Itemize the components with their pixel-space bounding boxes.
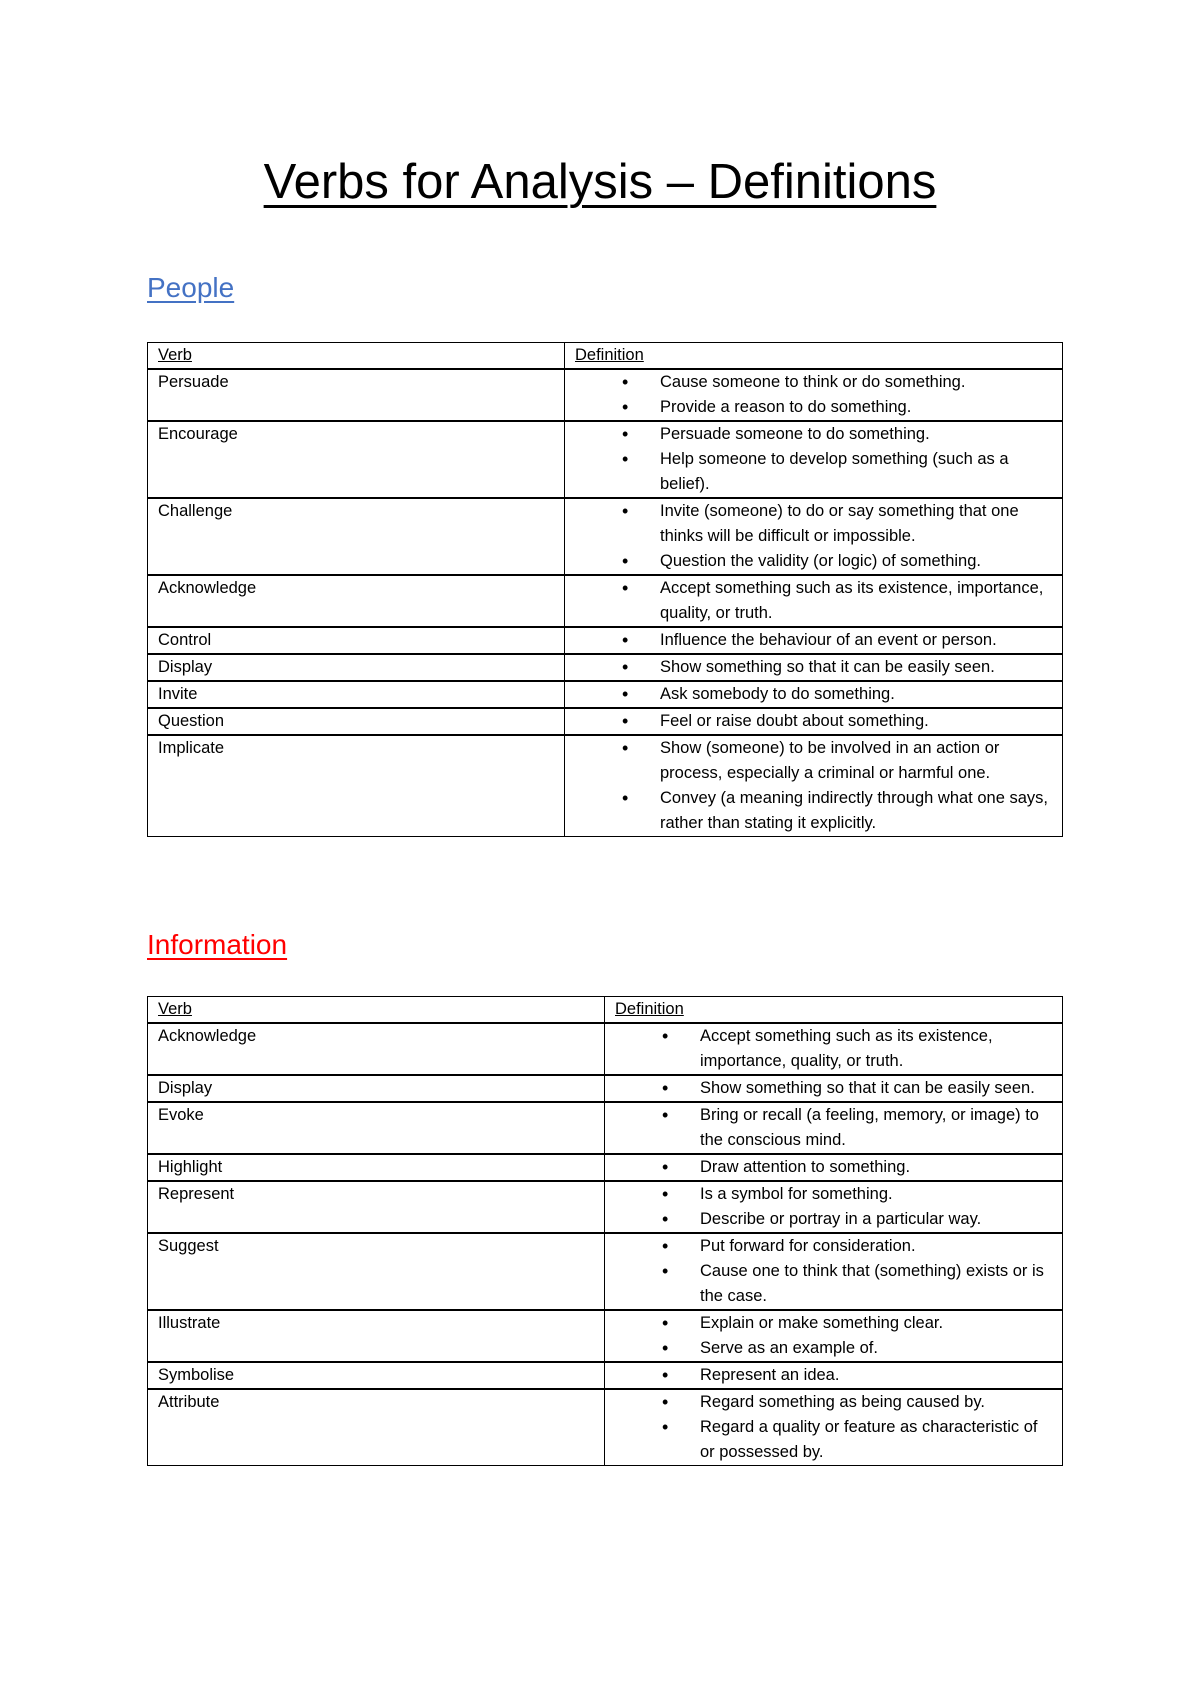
definition-item: • Regard a quality or feature as characteristic of or possessed by. [615,1415,1052,1465]
definition-list [615,1076,1052,1101]
definition-item: • Show (someone) to be involved in an action or process, especially a criminal or harmful one. [575,736,1052,786]
definition-item: • Regard something as being caused by. [615,1390,1052,1415]
section-heading-people: People [147,272,235,303]
definition-cell [605,1102,1063,1154]
definition-item: • Represent an idea. [615,1363,1052,1388]
definition-item: • Serve as an example of. [615,1336,1052,1361]
table-row [148,654,1063,681]
definition-item: • Put forward for consideration. [615,1234,1052,1259]
information-verbs-table [147,996,1063,1466]
definition-cell [565,708,1063,735]
definition-item: • Convey (a meaning indirectly through what one says, rather than stating it explicitly. [575,786,1052,836]
definition-cell [565,369,1063,421]
information-table-body [148,1023,1063,1466]
verb-cell: Highlight [148,1154,605,1181]
table-row [148,735,1063,837]
definition-list [615,1155,1052,1180]
definition-cell [565,735,1063,837]
verb-cell: Implicate [148,735,565,837]
document-title: Verbs for Analysis – Definitions [263,155,937,209]
definition-cell [565,421,1063,498]
table-row [148,681,1063,708]
people-verbs-table [147,342,1063,837]
column-header-verb: Verb [148,997,605,1024]
verb-cell: Display [148,1075,605,1102]
table-row [148,1102,1063,1154]
definition-item: • Help someone to develop something (such as a belief). [575,447,1052,497]
verb-cell: Display [148,654,565,681]
verb-cell: Encourage [148,421,565,498]
definition-item: • Provide a reason to do something. [575,395,1052,420]
definition-list [615,1363,1052,1388]
section-heading-information: Information [147,929,288,960]
verb-cell: Illustrate [148,1310,605,1362]
definition-item: • Bring or recall (a feeling, memory, or image) to the conscious mind. [615,1103,1052,1153]
definition-cell [605,1181,1063,1233]
definition-item: • Invite (someone) to do or say something that one thinks will be difficult or impossible. [575,499,1052,549]
people-table-body [148,369,1063,837]
definition-item: • Question the validity (or logic) of something. [575,549,1052,574]
definition-cell [605,1389,1063,1466]
definition-cell [605,1233,1063,1310]
definition-item: • Accept something such as its existence, importance, quality, or truth. [615,1024,1052,1074]
definition-item: • Feel or raise doubt about something. [575,709,1052,734]
column-header-definition: Definition [565,343,1063,370]
verb-cell: Suggest [148,1233,605,1310]
definition-list [575,682,1052,707]
verb-cell: Invite [148,681,565,708]
definition-item: • Influence the behaviour of an event or person. [575,628,1052,653]
definition-item: • Ask somebody to do something. [575,682,1052,707]
verb-cell: Question [148,708,565,735]
verb-cell: Symbolise [148,1362,605,1389]
definition-list [575,499,1052,574]
table-header-row [148,997,1063,1024]
definition-list [575,736,1052,836]
table-row [148,421,1063,498]
definition-item: • Cause someone to think or do something. [575,370,1052,395]
definition-item: • Explain or make something clear. [615,1311,1052,1336]
table-row [148,1389,1063,1466]
definition-item: • Cause one to think that (something) exists or is the case. [615,1259,1052,1309]
column-header-verb: Verb [148,343,565,370]
table-header-row [148,343,1063,370]
definition-list [575,628,1052,653]
definition-cell [605,1075,1063,1102]
table-row [148,498,1063,575]
definition-list [575,709,1052,734]
table-row [148,1154,1063,1181]
definition-cell [605,1023,1063,1075]
definition-list [615,1182,1052,1232]
definition-cell [605,1362,1063,1389]
definition-item: • Show something so that it can be easily seen. [575,655,1052,680]
table-row [148,1181,1063,1233]
verb-cell: Control [148,627,565,654]
definition-item: • Draw attention to something. [615,1155,1052,1180]
column-header-definition: Definition [605,997,1063,1024]
verb-cell: Represent [148,1181,605,1233]
definition-list [575,370,1052,420]
verb-cell: Persuade [148,369,565,421]
table-row [148,1362,1063,1389]
verb-cell: Evoke [148,1102,605,1154]
table-row [148,369,1063,421]
definition-cell [605,1154,1063,1181]
definition-item: • Show something so that it can be easily seen. [615,1076,1052,1101]
verb-cell: Acknowledge [148,1023,605,1075]
definition-cell [565,498,1063,575]
verb-cell: Challenge [148,498,565,575]
verb-cell: Acknowledge [148,575,565,627]
definition-list [615,1390,1052,1465]
table-row [148,575,1063,627]
table-row [148,1075,1063,1102]
definition-item: • Is a symbol for something. [615,1182,1052,1207]
table-row [148,1233,1063,1310]
definition-cell [565,654,1063,681]
definition-list [615,1234,1052,1309]
definition-cell [565,681,1063,708]
definition-item: • Persuade someone to do something. [575,422,1052,447]
definition-list [615,1103,1052,1153]
verb-cell: Attribute [148,1389,605,1466]
definition-cell [565,627,1063,654]
table-row [148,708,1063,735]
definition-list [615,1024,1052,1074]
definition-cell [605,1310,1063,1362]
table-row [148,1023,1063,1075]
definition-list [615,1311,1052,1361]
definition-list [575,576,1052,626]
table-row [148,627,1063,654]
definition-list [575,655,1052,680]
definition-cell [565,575,1063,627]
definition-list [575,422,1052,497]
definition-item: • Accept something such as its existence, importance, quality, or truth. [575,576,1052,626]
definition-item: • Describe or portray in a particular way. [615,1207,1052,1232]
table-row [148,1310,1063,1362]
